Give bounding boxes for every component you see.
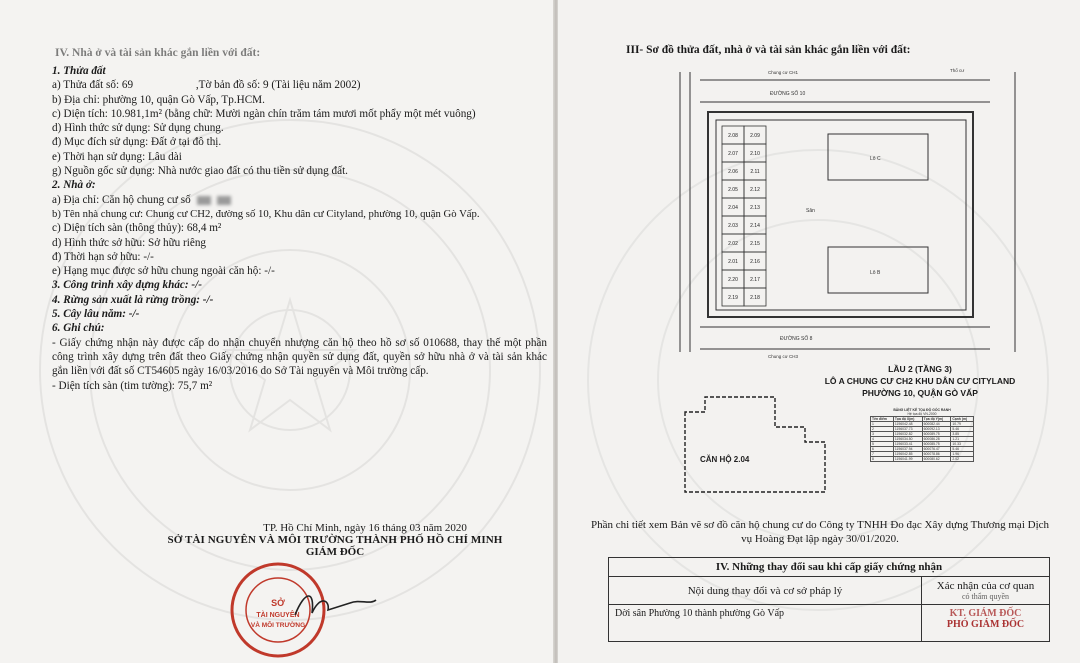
plan-label-top: Chung cư CH1 [768, 70, 799, 75]
coord-cell: 3.85 [951, 432, 974, 437]
sign-title: GIÁM ĐỐC [305, 546, 365, 558]
coord-cell: 5 [871, 442, 894, 447]
coord-cell: 1 [871, 422, 894, 427]
unit-label: 2.08 [728, 133, 738, 139]
coord-cell: 3 [871, 432, 894, 437]
plan-block-b: Lô B [870, 270, 881, 276]
coord-cell: 600076.47 [922, 447, 951, 452]
changes-col-confirm: Xác nhận của cơ quan có thẩm quyền [922, 577, 1050, 605]
land-use-form: d) Hình thức sử dụng: Sử dụng chung. [52, 122, 224, 135]
coord-cell: 10.33 [951, 442, 974, 447]
coord-cell: 10.79 [951, 422, 974, 427]
redacted-block [217, 196, 231, 205]
unit-label: 2.17 [750, 277, 760, 283]
coord-row [871, 457, 974, 462]
other-construction: 3. Công trình xây dựng khác: -/- [52, 279, 202, 292]
unit-label: 2.09 [750, 133, 760, 139]
coord-cell: 1196037.73 [893, 427, 922, 432]
coord-cell: 1196033.41 [893, 442, 922, 447]
coord-cell: 1196042.85 [893, 452, 922, 457]
coord-table: BẢNG LIỆT KÊ TỌA ĐỘ GÓC RANH Hệ tọa độ VN-2000 Tên điểm Tọa độ X(m) Tọa độ Y(m) Cạnh (m) 1 1196042.48 600082.44 10.79 2 1196037.73 600092.13 5.46 3 1196032.82 600089.75 3.85 4 1196034.50 600086.28 1.21 5 1196033.41 600085.75 10.33 6 1196037.94 600076.47 5.46 7 1196042.85 600078.86 1.96 8 1196041.99 600080.62 2.02 [870, 408, 974, 462]
coord-cell: 600089.75 [922, 432, 951, 437]
unit-label: 2.03 [728, 223, 738, 229]
planted-forest: 4. Rừng sản xuất là rừng trồng: -/- [52, 293, 214, 306]
land-heading: 1. Thửa đất [52, 65, 106, 77]
unit-label: 2.19 [728, 295, 738, 301]
unit-label: 2.05 [728, 187, 738, 193]
coord-cell: 5.46 [951, 427, 974, 432]
unit-label: 2.06 [728, 169, 738, 175]
unit-label: 2.18 [750, 295, 760, 301]
unit-label: 2.04 [728, 205, 738, 211]
plan-yard: Sân [806, 208, 815, 214]
coord-cell: Cạnh (m) [951, 417, 974, 422]
unit-grid [722, 126, 766, 306]
house-floor-area: c) Diện tích sàn (thông thủy): 68,4 m² [52, 222, 222, 235]
sign-org: SỞ TÀI NGUYÊN VÀ MÔI TRƯỜNG THÀNH PHỐ HỒ CHÍ MINH [167, 534, 503, 546]
unit-label: 2.12 [750, 187, 760, 193]
left-content [52, 64, 552, 393]
unit-label: 2.07 [728, 151, 738, 157]
coord-cell: 8 [871, 457, 894, 462]
coord-cell: 2 [871, 427, 894, 432]
land-area: c) Diện tích: 10.981,1m² (bằng chữ: Mười ngàn chín trăm tám mươi mốt phẩy một mét vuông) [52, 107, 476, 120]
unit-label: 2.13 [750, 205, 760, 211]
apartment-label: CĂN HỘ 2.04 [700, 455, 750, 464]
plan-note: Phần chi tiết xem Bản vẽ sơ đồ căn hộ chung cư do Công ty TNHH Đo đạc Xây dựng Thương mại Dịch vụ Hoàng Đạt lập ngày 30/01/2020. [590, 519, 1050, 545]
apartment-drawing [675, 392, 845, 507]
svg-text:VÀ MÔI TRƯỜNG: VÀ MÔI TRƯỜNG [250, 622, 306, 629]
note-2: - Diện tích sàn (tim tường): 75,7 m² [52, 379, 213, 392]
changes-col-content: Nội dung thay đổi và cơ sở pháp lý [609, 577, 922, 605]
coord-cell: 2.02 [951, 457, 974, 462]
coord-cell: 6 [871, 447, 894, 452]
coord-cell: 600085.75 [922, 442, 951, 447]
notes-heading: 6. Ghi chú: [52, 322, 105, 335]
plan-title: III- Sơ đồ thửa đất, nhà ở và tài sản khác gắn liền với đất: [626, 44, 911, 56]
svg-text:SỞ: SỞ [271, 598, 285, 608]
site-plan [660, 62, 1060, 362]
coord-cell: 1.96 [951, 452, 974, 457]
changes-stamp: KT. GIÁM ĐỐC PHÓ GIÁM ĐỐC [922, 605, 1050, 642]
plan-block-c: Lô C [870, 156, 881, 162]
changes-row-1: Dời sân Phường 10 thành phường Gò Vấp [609, 605, 922, 642]
coord-cell: 1196042.48 [893, 422, 922, 427]
coord-cell: 1196034.50 [893, 437, 922, 442]
coord-cell: 600078.86 [922, 452, 951, 457]
plan-label-bottom: Chung cư CH3 [768, 354, 799, 359]
coord-cell: 1.21 [951, 437, 974, 442]
perennial-trees: 5. Cây lâu năm: -/- [52, 308, 140, 321]
coord-cell: 600082.44 [922, 422, 951, 427]
coord-cell: 1196032.82 [893, 432, 922, 437]
coord-cell: Tên điểm [871, 417, 894, 422]
coord-cell: 600092.13 [922, 427, 951, 432]
sign-date: TP. Hồ Chí Minh, ngày 16 tháng 03 năm 2020 [263, 522, 467, 534]
coord-cell: 1196041.99 [893, 457, 922, 462]
coord-cell: 7 [871, 452, 894, 457]
redacted-block [197, 196, 211, 205]
coord-cell: 4 [871, 437, 894, 442]
svg-text:TÀI NGUYÊN: TÀI NGUYÊN [256, 612, 300, 619]
coord-cell: 5.46 [951, 447, 974, 452]
plan-street-top: ĐƯỜNG SỐ 10 [770, 91, 806, 97]
unit-label: 2.10 [750, 151, 760, 157]
coord-cell: Tọa độ X(m) [893, 417, 922, 422]
land-parcel: a) Thửa đất số: 69 ,Tờ bản đồ số: 9 (Tài liệu năm 2002) [52, 79, 361, 92]
unit-label: 2.02 [728, 241, 738, 247]
section-header: IV. Nhà ở và tài sản khác gắn liền với đất: [55, 47, 261, 59]
land-purpose: đ) Mục đích sử dụng: Đất ở tại đô thị. [52, 136, 222, 149]
house-term: đ) Thời hạn sở hữu: -/- [52, 250, 154, 263]
handwritten-signature [290, 585, 380, 625]
land-address: b) Địa chỉ: phường 10, quận Gò Vấp, Tp.HCM. [52, 93, 265, 106]
coord-cell: Tọa độ Y(m) [922, 417, 951, 422]
plan-caption: LẦU 2 (TẦNG 3) LÔ A CHUNG CƯ CH2 KHU DÂN CƯ CITYLAND PHƯỜNG 10, QUẬN GÒ VẤP [824, 364, 1016, 398]
changes-title: IV. Những thay đổi sau khi cấp giấy chứng nhận [609, 558, 1050, 577]
land-origin: g) Nguồn gốc sử dụng: Nhà nước giao đất có thu tiền sử dụng đất. [52, 165, 348, 178]
land-term: e) Thời hạn sử dụng: Lâu dài [52, 150, 182, 163]
signature-block [120, 522, 550, 558]
house-heading: 2. Nhà ở: [52, 179, 96, 192]
coord-cell: 1196037.94 [893, 447, 922, 452]
unit-label: 2.11 [750, 169, 760, 175]
unit-label: 2.14 [750, 223, 760, 229]
house-address: a) Địa chỉ: Căn hộ chung cư số [52, 193, 552, 207]
unit-label: 2.15 [750, 241, 760, 247]
coord-cell: 600086.28 [922, 437, 951, 442]
unit-label: 2.01 [728, 259, 738, 265]
coord-cell: 600080.62 [922, 457, 951, 462]
house-building: b) Tên nhà chung cư: Chung cư CH2, đường số 10, Khu dân cư Cityland, phường 10, quận Gò Vấp. [52, 207, 480, 220]
note-1: - Giấy chứng nhận này được cấp do nhận chuyển nhượng căn hộ theo hồ sơ số 010688, thay thế một phần công trình xây dựng trên đất theo Giấy chứng nhận quyền sử dụng đất, quyền sở hữu nhà ở và tài sản khác gắn liền với đất số CT54605 ngày 16/03/2016 do Sở Tài nguyên và Môi trường cấp. [52, 336, 547, 378]
plan-side-label: Thổ cư [950, 68, 965, 73]
house-common: e) Hạng mục được sở hữu chung ngoài căn hộ: -/- [52, 265, 275, 278]
plan-street-bottom: ĐƯỜNG SỐ 8 [780, 336, 813, 342]
house-ownership: d) Hình thức sở hữu: Sở hữu riêng [52, 236, 207, 249]
coord-grid [870, 416, 974, 462]
unit-label: 2.16 [750, 259, 760, 265]
changes-table [608, 557, 1050, 642]
unit-label: 2.20 [728, 277, 738, 283]
